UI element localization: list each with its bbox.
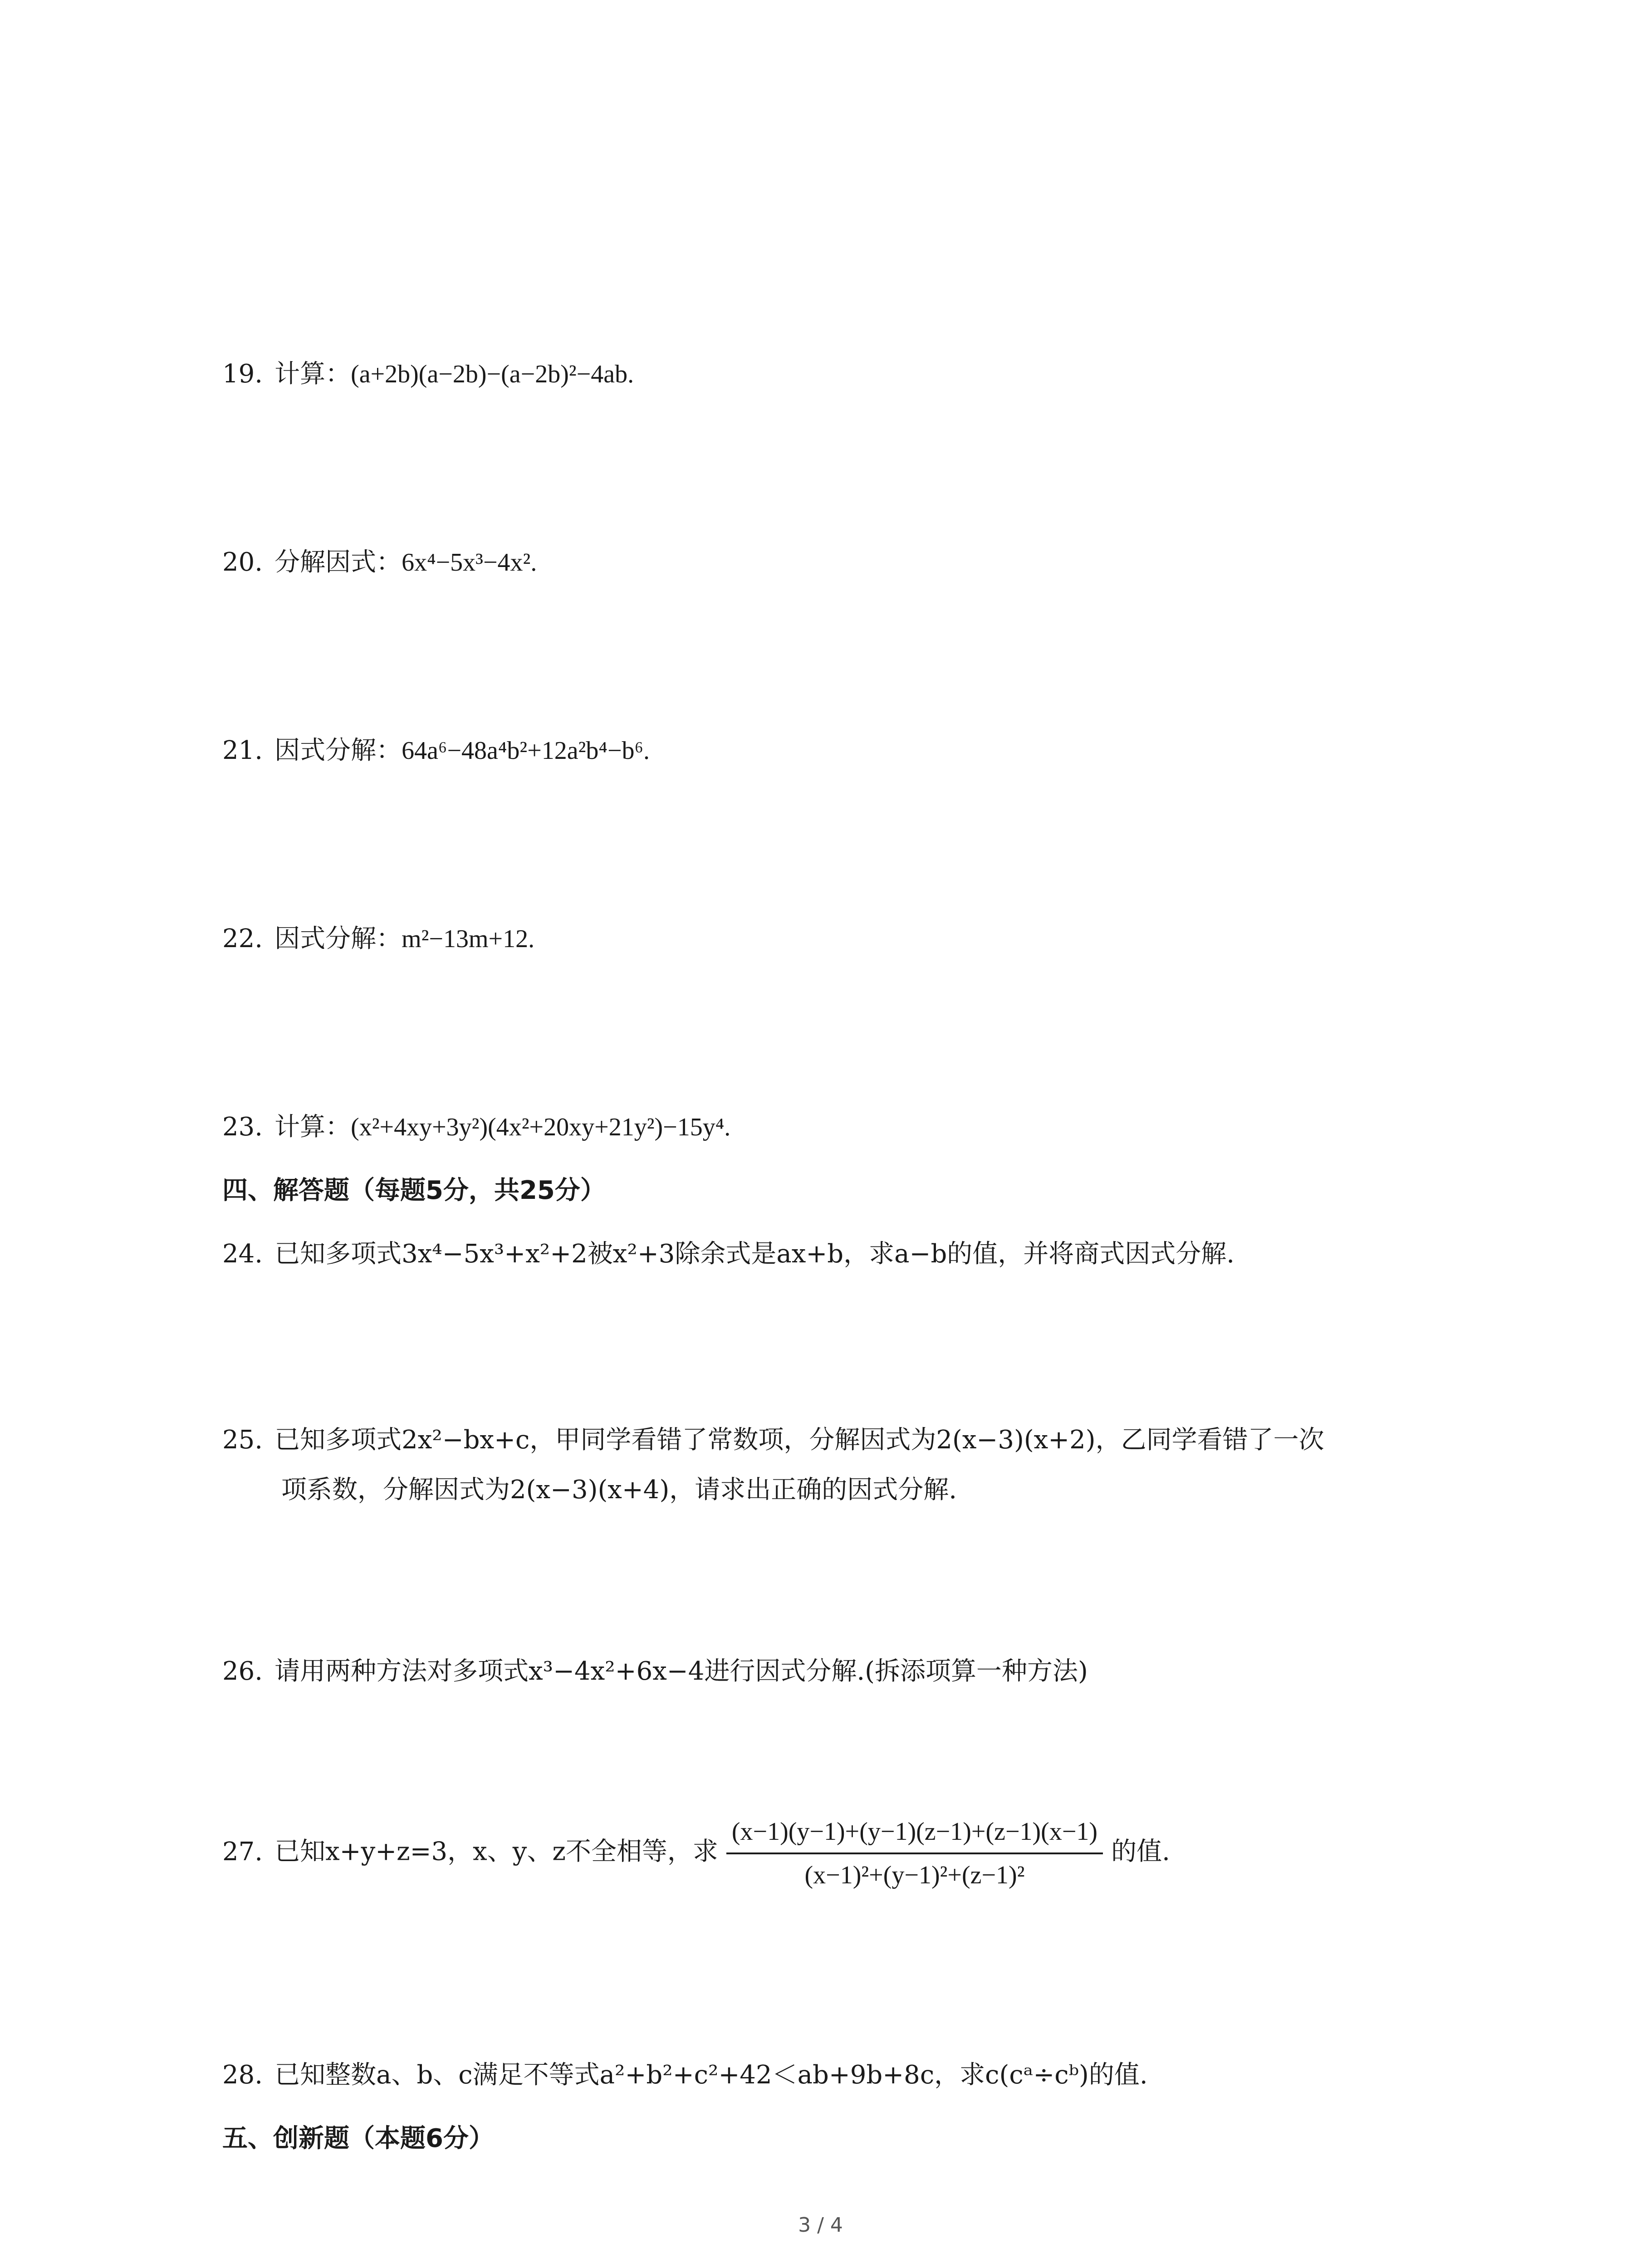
question-number: 28. [222,2060,263,2090]
question-25-continuation [281,1472,957,1508]
question-number: 26. [222,1657,263,1686]
question-25 [222,1422,1324,1458]
question-expression: (a+2b)(a−2b)−(a−2b)²−4ab. [351,360,634,388]
question-19 [222,356,634,392]
question-24 [222,1236,1234,1272]
question-text: 已知整数a、b、c满足不等式a²+b²+c²+42＜ab+9b+8c，求c(cᵃ÷cᵇ)的值. [274,2060,1148,2090]
question-number: 23. [222,1112,263,1142]
question-prefix: 已知x+y+z=3，x、y、z不全相等，求 [274,1837,718,1867]
question-suffix: 的值. [1111,1837,1170,1867]
question-expression: (x²+4xy+3y²)(4x²+20xy+21y²)−15y⁴. [351,1113,731,1141]
question-number: 19. [222,359,263,389]
section-four-heading: 四、解答题（每题5分，共25分） [222,1176,606,1205]
question-expression: 6x⁴−5x³−4x². [402,548,537,577]
question-22 [222,921,534,957]
question-number: 22. [222,924,263,953]
question-prompt: 计算： [274,1112,351,1142]
question-prompt: 因式分解： [274,736,402,765]
question-number: 25. [222,1425,263,1455]
question-23 [222,1109,730,1145]
question-prompt: 计算： [274,359,351,389]
question-expression: 64a⁶−48a⁴b²+12a²b⁴−b⁶. [402,737,650,765]
question-number: 20. [222,547,263,577]
fraction [726,1814,1103,1892]
fraction-numerator: (x−1)(y−1)+(y−1)(z−1)+(z−1)(x−1) [726,1814,1103,1854]
question-number: 21. [222,736,263,765]
fraction-denominator: (x−1)²+(y−1)²+(z−1)² [804,1861,1025,1889]
question-prompt: 因式分解： [274,924,402,953]
question-26 [222,1653,1088,1690]
question-text: 请用两种方法对多项式x³−4x²+6x−4进行因式分解.(拆添项算一种方法) [274,1657,1088,1686]
question-27 [222,1814,1170,1892]
question-21 [222,733,650,769]
question-expression: m²−13m+12. [402,925,535,953]
question-text: 已知多项式3x⁴−5x³+x²+2被x²+3除余式是ax+b，求a−b的值，并将商式因式分解. [274,1239,1235,1269]
section-five-heading: 五、创新题（本题6分） [222,2124,494,2153]
question-20 [222,544,537,581]
question-number: 27. [222,1837,263,1867]
question-prompt: 分解因式： [274,547,402,577]
question-text-line1: 已知多项式2x²−bx+c，甲同学看错了常数项，分解因式为2(x−3)(x+2)，乙同学看错了一次 [274,1425,1324,1455]
question-28 [222,2057,1148,2093]
question-text-line2: 项系数，分解因式为2(x−3)(x+4)，请求出正确的因式分解. [281,1475,957,1505]
question-number: 24. [222,1239,263,1269]
page-number: 3 / 4 [798,2214,843,2237]
